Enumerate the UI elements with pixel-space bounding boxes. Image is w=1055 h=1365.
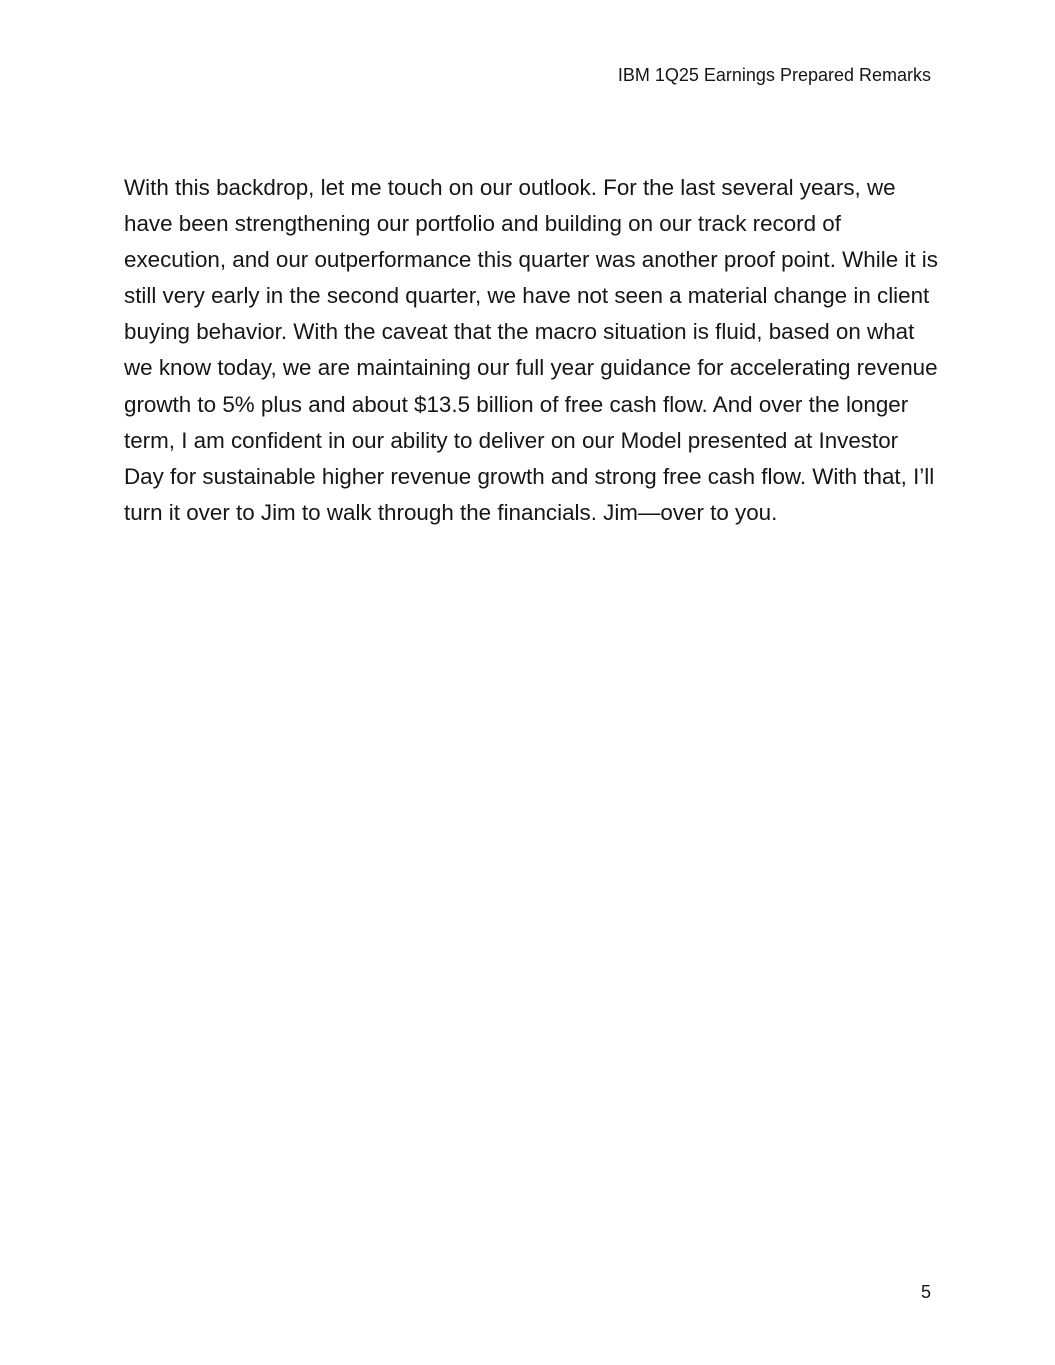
body-paragraph: With this backdrop, let me touch on our outlook. For the last several years, we have been strengthening our portfolio and building on our track record of execution, and our outperformance this quarter was another proof point. While it is still very early in the second quarter, we have not seen a material change in client buying behavior. With the caveat that the macro situation is fluid, based on what we know today, we are maintaining our full year guidance for accelerating revenue growth to 5% plus and about $13.5 billion of free cash flow. And over the longer term, I am confident in our ability to deliver on our Model presented at Investor Day for sustainable higher revenue growth and strong free cash flow. With that, I’ll turn it over to Jim to walk through the financials. Jim—over to you. xyxy=(124,175,938,525)
running-header: IBM 1Q25 Earnings Prepared Remarks xyxy=(617,65,931,85)
page-number: 5 xyxy=(920,1282,931,1302)
